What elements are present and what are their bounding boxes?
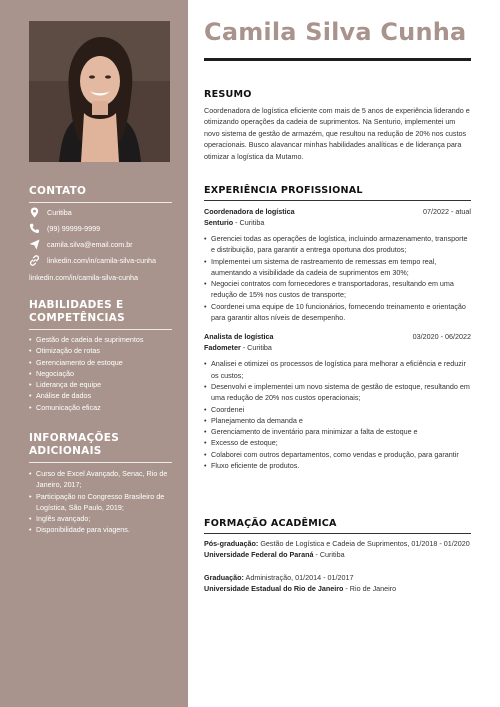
job-bullet: • Negociei contratos com fornecedores e transportadoras, resultando em uma redução de 15% nos custos de transporte; bbox=[204, 278, 471, 301]
job-dates: 03/2020 - 06/2022 bbox=[412, 332, 471, 342]
additional-item: • Curso de Excel Avançado, Senac, Rio de Janeiro, 2017; bbox=[29, 468, 172, 491]
skills-title-line2: COMPETÊNCIAS bbox=[29, 312, 125, 324]
contact-city bbox=[29, 207, 72, 218]
education-school-line bbox=[204, 583, 471, 594]
phone-icon bbox=[29, 223, 40, 234]
contact-city-text: Curitiba bbox=[47, 208, 72, 217]
education-school: Universidade Federal do Paraná bbox=[204, 550, 314, 560]
job-bullet: • Excesso de estoque; bbox=[204, 437, 471, 448]
education-degree-label: Graduação: bbox=[204, 572, 244, 582]
job-company-line bbox=[204, 342, 471, 353]
education-divider bbox=[204, 533, 471, 534]
education-section bbox=[204, 518, 471, 594]
location-pin-icon bbox=[29, 207, 40, 218]
education-title: FORMAÇÃO ACADÊMICA bbox=[204, 518, 337, 529]
job-location: - Curitiba bbox=[240, 343, 272, 353]
additional-list bbox=[29, 468, 172, 536]
send-icon bbox=[29, 239, 40, 250]
contact-email[interactable] bbox=[29, 239, 133, 250]
job-bullet: • Planejamento da demanda e bbox=[204, 415, 471, 426]
education-degree-text: Administração, 01/2014 - 01/2017 bbox=[243, 572, 354, 582]
job-bullet: • Colaborei com outros departamentos, como vendas e produção, para garantir bbox=[204, 449, 471, 460]
job-bullet: • Fluxo eficiente de produtos. bbox=[204, 460, 471, 471]
summary-text: Coordenadora de logística eficiente com mais de 5 anos de experiência liderando e otimizando operações da cadeia de suprimentos. Na Senturio, implementei um novo sistema de gestão de armazém, que resultou na redução de 20% nos custos operacionais. Busco alavancar minhas habilidades analíticas e de liderança para otimizar a logística da Mutamo. bbox=[204, 106, 470, 161]
skill-item: • Otimização de rotas bbox=[29, 345, 172, 356]
link-icon bbox=[29, 255, 40, 266]
education-entry bbox=[204, 572, 471, 595]
job-bullet: • Gerenciei todas as operações de logística, incluindo armazenamento, transporte e distribuição, para garantir a entrega oportuna dos produtos; bbox=[204, 233, 471, 256]
education-entry bbox=[204, 538, 471, 561]
additional-divider bbox=[29, 462, 172, 463]
skills-title-line1: HABILIDADES E bbox=[29, 299, 124, 311]
education-degree bbox=[204, 538, 471, 549]
skill-item: • Liderança de equipe bbox=[29, 379, 172, 390]
additional-item: • Disponibilidade para viagens. bbox=[29, 524, 172, 535]
name-underline bbox=[204, 58, 471, 61]
skill-item: • Gestão de cadeia de suprimentos bbox=[29, 334, 172, 345]
skills-list bbox=[29, 334, 172, 413]
profile-photo bbox=[29, 21, 170, 162]
skills-divider bbox=[29, 329, 172, 330]
contact-phone bbox=[29, 223, 100, 234]
contact-divider bbox=[29, 202, 172, 203]
contact-section bbox=[29, 185, 172, 287]
education-degree bbox=[204, 572, 471, 583]
summary-section bbox=[204, 89, 471, 162]
additional-item: • Participação no Congresso Brasileiro de Logística, São Paulo, 2019; bbox=[29, 491, 172, 514]
additional-section bbox=[29, 432, 172, 536]
experience-section bbox=[204, 185, 471, 471]
job-role: Coordenadora de logística bbox=[204, 207, 295, 216]
job-entry bbox=[204, 331, 471, 471]
experience-title: EXPERIÊNCIA PROFISSIONAL bbox=[204, 185, 363, 196]
sidebar bbox=[0, 0, 188, 707]
skill-item: • Comunicação eficaz bbox=[29, 402, 172, 413]
job-bullet: • Coordenei uma equipe de 10 funcionários, fornecendo treinamento e orientação para garantir altos níveis de desempenho. bbox=[204, 301, 471, 324]
job-bullet: • Desenvolvi e implementei um novo sistema de gestão de estoque, resultando em uma redução de 20% nos custos operacionais; bbox=[204, 381, 471, 404]
job-bullet: • Gerenciamento de inventário para minimizar a falta de estoque e bbox=[204, 426, 471, 437]
contact-title: CONTATO bbox=[29, 185, 87, 197]
summary-title: RESUMO bbox=[204, 89, 252, 100]
contact-linkedin-plain[interactable]: linkedin.com/in/camila-silva-cunha bbox=[29, 273, 139, 282]
job-bullet: • Coordenei bbox=[204, 404, 471, 415]
job-bullet: • Analisei e otimizei os processos de logística para melhorar a eficiência e reduzir os custos; bbox=[204, 358, 471, 381]
job-company: Senturio bbox=[204, 218, 234, 227]
skill-item: • Análise de dados bbox=[29, 390, 172, 401]
education-location: - Curitiba bbox=[313, 550, 345, 560]
experience-divider bbox=[204, 200, 471, 201]
contact-email-text[interactable]: camila.silva@email.com.br bbox=[47, 240, 133, 249]
education-school: Universidade Estadual do Rio de Janeiro bbox=[204, 583, 344, 593]
contact-phone-text: (99) 99999-9999 bbox=[47, 224, 101, 233]
education-degree-label: Pós-graduação: bbox=[204, 539, 259, 548]
job-company: Fadometer bbox=[204, 343, 241, 353]
education-degree-text: Gestão de Logística e Cadeia de Suprimentos, 01/2018 - 01/2020 bbox=[258, 539, 470, 548]
job-location: - Curitiba bbox=[233, 218, 265, 227]
skill-item: • Negociação bbox=[29, 368, 172, 379]
job-entry bbox=[204, 206, 471, 323]
additional-item: • Inglês avançado; bbox=[29, 513, 172, 524]
job-role: Analista de logística bbox=[204, 332, 274, 342]
job-bullets bbox=[204, 233, 471, 323]
education-school-line bbox=[204, 549, 471, 560]
skill-item: • Gerenciamento de estoque bbox=[29, 357, 172, 368]
job-company-line bbox=[204, 217, 471, 228]
contact-linkedin[interactable] bbox=[29, 255, 156, 266]
contact-linkedin-text[interactable]: linkedin.com/in/camila-silva-cunha bbox=[47, 256, 157, 265]
job-bullets bbox=[204, 358, 471, 471]
additional-title: INFORMAÇÕES ADICIONAIS bbox=[29, 432, 120, 457]
education-location: - Rio de Janeiro bbox=[343, 583, 397, 593]
skills-section bbox=[29, 299, 172, 413]
job-dates: 07/2022 - atual bbox=[423, 207, 471, 216]
candidate-name: Camila Silva Cunha bbox=[204, 18, 467, 46]
job-bullet: • Implementei um sistema de rastreamento de remessas em tempo real, aumentando a visibilidade da cadeia de suprimentos em 30%; bbox=[204, 256, 471, 279]
